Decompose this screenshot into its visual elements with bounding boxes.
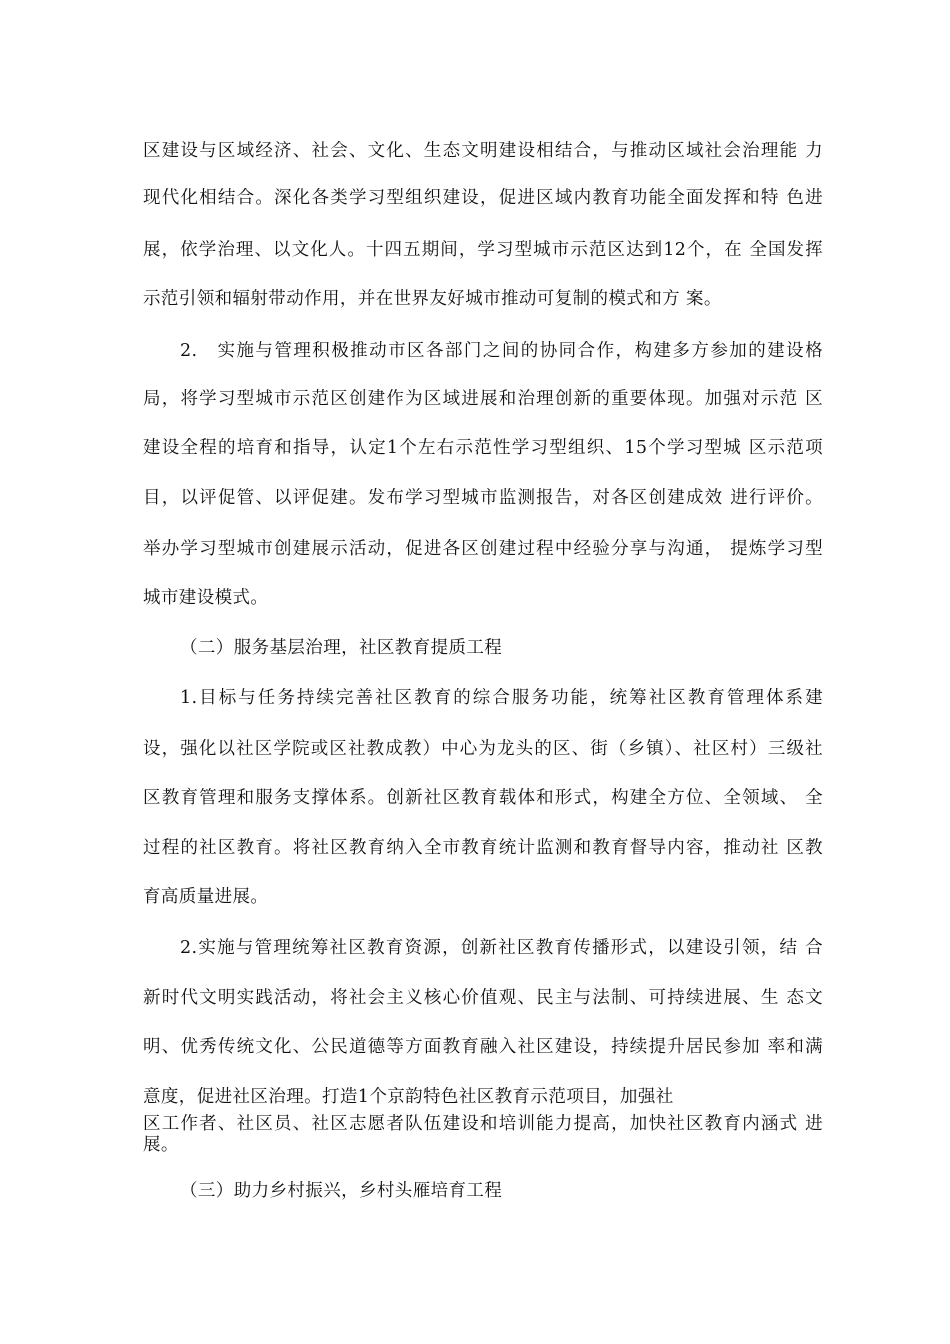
paragraph-line: 城市建设模式。 xyxy=(143,588,269,608)
paragraph-line: 过程的社区教育。将社区教育纳入全市教育统计监测和教育督导内容，推动社 区教 xyxy=(143,838,823,858)
paragraph-line: 育高质量进展。 xyxy=(143,887,269,907)
paragraph-line: 展，依学治理、以文化人。十四五期间，学习型城市示范区达到12个，在 全国发挥 xyxy=(143,240,823,260)
paragraph-line: 意度，促进社区治理。打造1个京韵特色社区教育示范项目，加强社 xyxy=(143,1087,674,1107)
paragraph-line: 1.目标与任务持续完善社区教育的综合服务功能，统筹社区教育管理体系建 xyxy=(180,688,823,708)
paragraph-line: 目，以评促管、以评促建。发布学习型城市监测报告，对各区创建成效 进行评价。 xyxy=(143,488,823,508)
paragraph-line: 现代化相结合。深化各类学习型组织建设，促进区域内教育功能全面发挥和特 色进 xyxy=(143,188,823,208)
paragraph-line: 示范引领和辐射带动作用，并在世界友好城市推动可复制的模式和方 案。 xyxy=(143,289,722,309)
paragraph-line: 区工作者、社区员、社区志愿者队伍建设和培训能力提高，加快社区教育内涵式 进 xyxy=(143,1114,823,1134)
paragraph-line: 2.实施与管理统筹社区教育资源，创新社区教育传播形式，以建设引领，结 合 xyxy=(180,938,823,958)
section-heading: （二）服务基层治理，社区教育提质工程 xyxy=(180,638,503,658)
paragraph-line: 举办学习型城市创建展示活动，促进各区创建过程中经验分享与沟通， 提炼学习型 xyxy=(143,539,823,559)
paragraph-line: 2. 实施与管理积极推动市区各部门之间的协同合作，构建多方参加的建设格 xyxy=(180,341,823,361)
paragraph-line: 新时代文明实践活动，将社会主义核心价值观、民主与法制、可持续进展、生 态文 xyxy=(143,988,823,1008)
paragraph-line: 建设全程的培育和指导，认定1个左右示范性学习型组织、15个学习型城 区示范项 xyxy=(143,438,823,458)
paragraph-line: 展。 xyxy=(143,1135,179,1155)
section-heading: （三）助力乡村振兴，乡村头雁培育工程 xyxy=(180,1181,503,1201)
paragraph-line: 区教育管理和服务支撑体系。创新社区教育载体和形式，构建全方位、全领域、 全 xyxy=(143,788,823,808)
paragraph-line: 区建设与区域经济、社会、文化、生态文明建设相结合，与推动区域社会治理能 力 xyxy=(143,141,823,161)
paragraph-line: 设，强化以社区学院或区社教成教）中心为龙头的区、街（乡镇）、社区村）三级社 xyxy=(143,739,823,759)
paragraph-line: 明、优秀传统文化、公民道德等方面教育融入社区建设，持续提升居民参加 率和满 xyxy=(143,1037,823,1057)
paragraph-line: 局，将学习型城市示范区创建作为区域进展和治理创新的重要体现。加强对示范 区 xyxy=(143,389,823,409)
